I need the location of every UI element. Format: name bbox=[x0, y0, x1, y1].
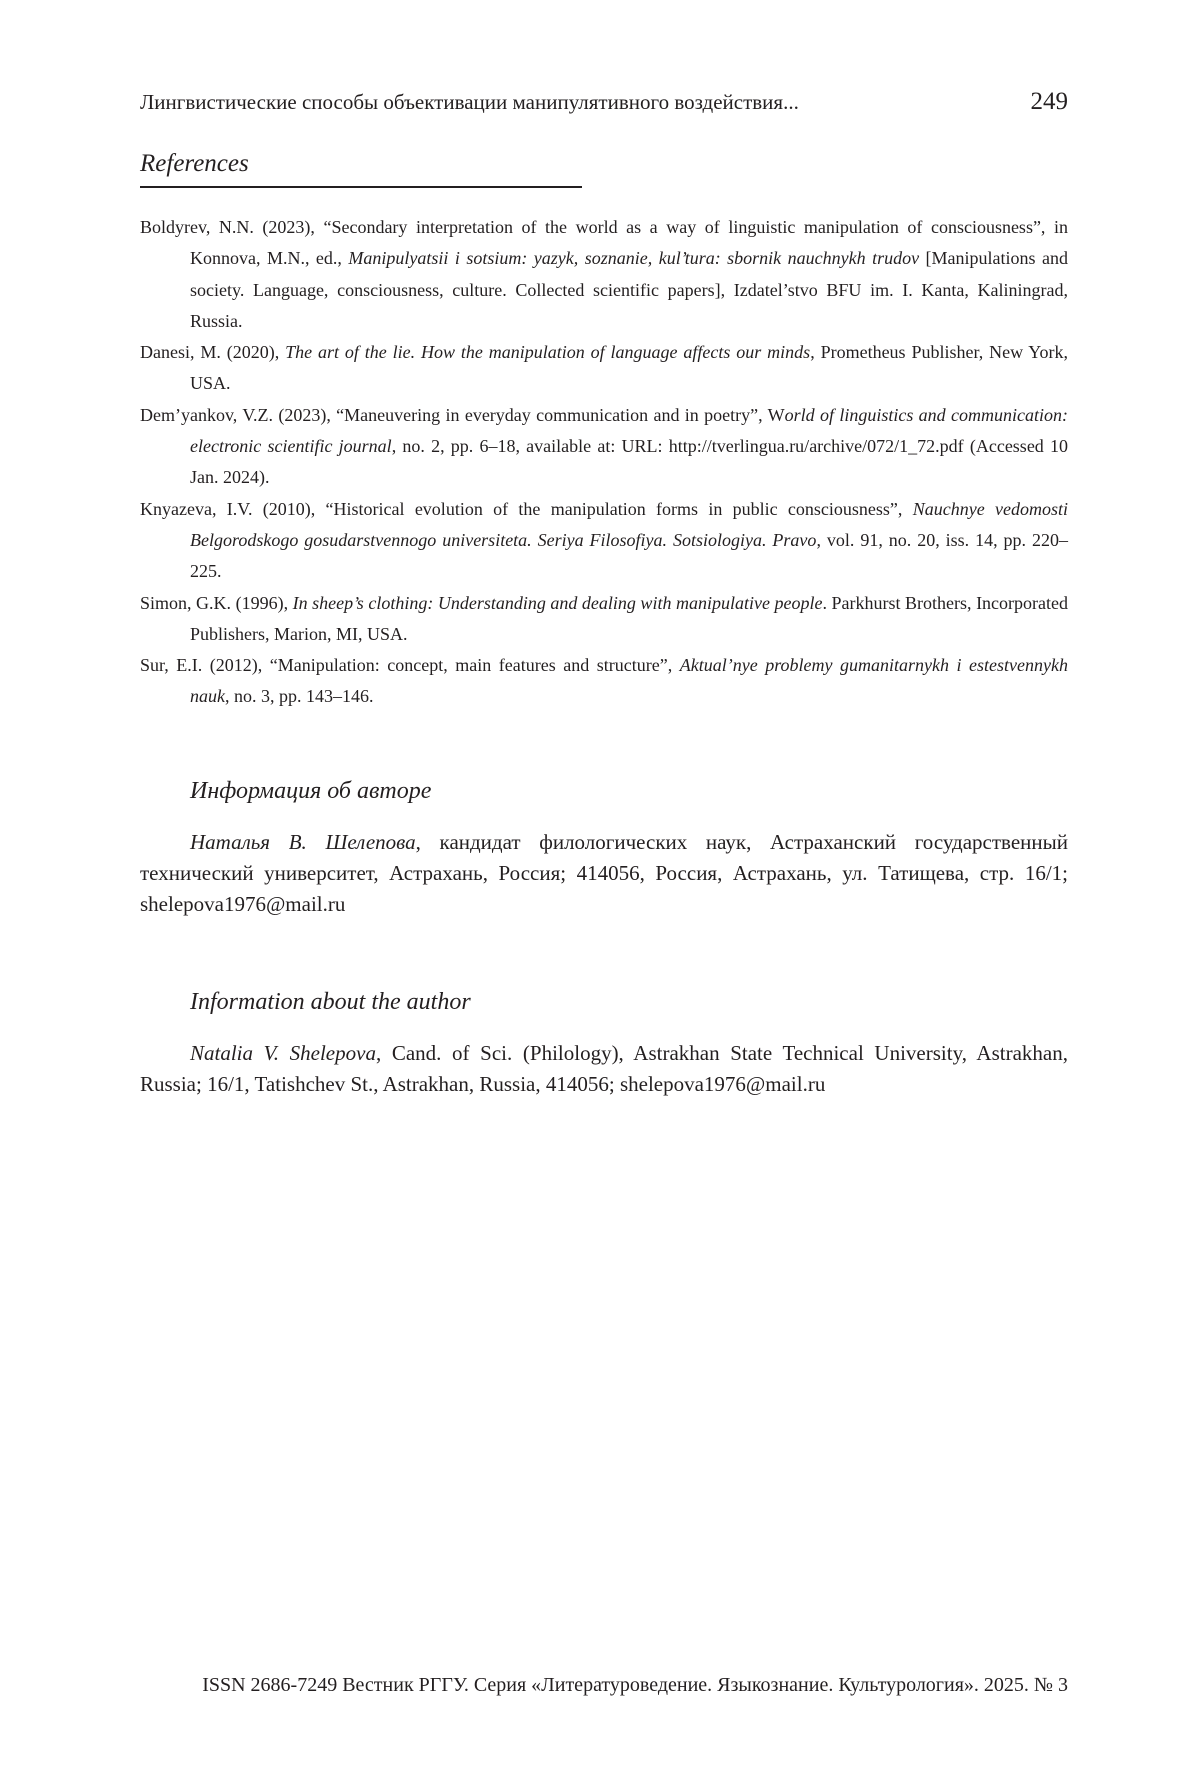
reference-item: Boldyrev, N.N. (2023), “Secondary interpretation of the world as a way of linguistic manipulation of consciousness”, in Konnova, M.N., ed., Manipulyatsii i sotsium: yazyk, soznanie, kul’tura: sbornik nauchnykh trudov [Manipulations and society. Language, consciousness, culture. Collected scientific papers], Izdatel’stvo BFU im. I. Kanta, Kaliningrad, Russia. bbox=[140, 217, 1068, 331]
author-info-ru-heading: Информация об авторе bbox=[190, 778, 432, 804]
running-head bbox=[140, 88, 1068, 116]
author-info-en-heading: Information about the author bbox=[190, 989, 471, 1015]
references-heading: References bbox=[140, 150, 249, 177]
running-title: Лингвистические способы объективации манипулятивного воздействия... bbox=[140, 90, 799, 114]
reference-item: Knyazeva, I.V. (2010), “Historical evolution of the manipulation forms in public consciousness”, Nauchnye vedomosti Belgorodskogo gosudarstvennogo universiteta. Seriya Filosofiya. Sotsiologiya. Pravo, vol. 91, no. 20, iss. 14, pp. 220–225. bbox=[140, 498, 1069, 582]
page-number: 249 bbox=[1030, 88, 1068, 115]
reference-item: Danesi, M. (2020), The art of the lie. How the manipulation of language affects our minds, Prometheus Publisher, New York, USA. bbox=[140, 342, 1068, 394]
reference-item: Dem’yankov, V.Z. (2023), “Maneuvering in everyday communication and in poetry”, World of linguistics and communication: electronic scientific journal, no. 2, pp. 6–18, available at: URL: http://tverlingua.ru/archive/072/1_72.pdf (Accessed 10 Jan. 2024). bbox=[140, 404, 1069, 488]
author-info-ru: Наталья В. Шелепова, кандидат филологических наук, Астраханский государственный технический университет, Астрахань, Россия; 414056, Россия, Астрахань, ул. Татищева, стр. 16/1; shelepova1976@mail.ru bbox=[140, 830, 1068, 916]
author-name-en: Natalia V. Shelepova bbox=[190, 1041, 376, 1065]
author-name-ru: Наталья В. Шелепова bbox=[190, 830, 416, 854]
reference-item: Sur, E.I. (2012), “Manipulation: concept, main features and structure”, Aktual’nye problemy gumanitarnykh i estestvennykh nauk, no. 3, pp. 143–146. bbox=[140, 655, 1068, 707]
journal-footer: ISSN 2686-7249 Вестник РГГУ. Серия «Литературоведение. Языкознание. Культурология». 2025. № 3 bbox=[202, 1674, 1068, 1696]
author-info-en: Natalia V. Shelepova, Cand. of Sci. (Philology), Astrakhan State Technical University, Astrakhan, Russia; 16/1, Tatishchev St., Astrakhan, Russia, 414056; shelepova1976@mail.ru bbox=[140, 1041, 1068, 1096]
reference-list bbox=[140, 212, 1068, 713]
references-rule bbox=[140, 186, 582, 188]
reference-item: Simon, G.K. (1996), In sheep’s clothing: Understanding and dealing with manipulative people. Parkhurst Brothers, Incorporated Publishers, Marion, MI, USA. bbox=[140, 592, 1069, 644]
